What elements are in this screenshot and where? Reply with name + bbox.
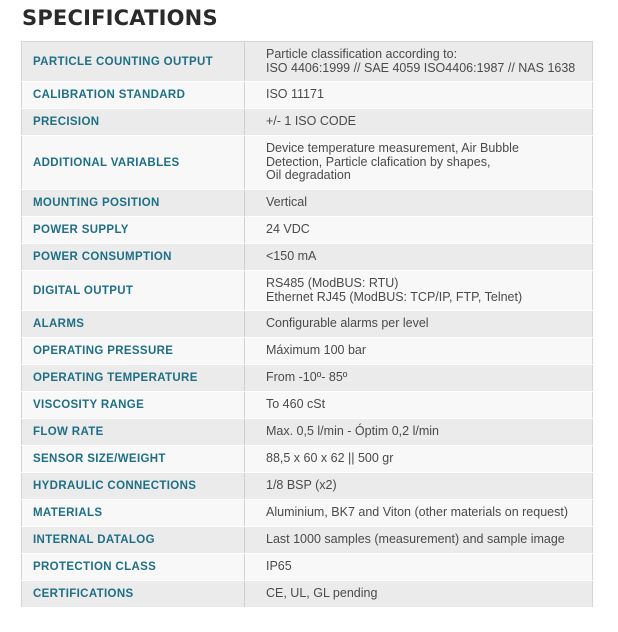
spec-label: PRECISION xyxy=(22,109,245,136)
spec-value: Device temperature measurement, Air Bubble Detection, Particle clafication by shapes, Oil degradation xyxy=(245,136,593,190)
table-row xyxy=(22,109,593,136)
spec-label: CALIBRATION STANDARD xyxy=(22,82,245,109)
table-row xyxy=(22,392,593,419)
spec-value: Configurable alarms per level xyxy=(245,311,593,338)
spec-label: INTERNAL DATALOG xyxy=(22,527,245,554)
table-row xyxy=(22,365,593,392)
spec-value: Vertical xyxy=(245,190,593,217)
spec-label: VISCOSITY RANGE xyxy=(22,392,245,419)
spec-label: ADDITIONAL VARIABLES xyxy=(22,136,245,190)
spec-label: FLOW RATE xyxy=(22,419,245,446)
spec-label: MOUNTING POSITION xyxy=(22,190,245,217)
table-row xyxy=(22,82,593,109)
table-row xyxy=(22,311,593,338)
spec-value: CE, UL, GL pending xyxy=(245,581,593,608)
spec-label: MATERIALS xyxy=(22,500,245,527)
table-row xyxy=(22,338,593,365)
spec-value: From -10º- 85º xyxy=(245,365,593,392)
spec-value: IP65 xyxy=(245,554,593,581)
spec-value: 24 VDC xyxy=(245,217,593,244)
table-row xyxy=(22,500,593,527)
spec-label: ALARMS xyxy=(22,311,245,338)
table-row xyxy=(22,136,593,190)
spec-value: Máximum 100 bar xyxy=(245,338,593,365)
table-row xyxy=(22,217,593,244)
spec-label: OPERATING TEMPERATURE xyxy=(22,365,245,392)
table-row xyxy=(22,527,593,554)
spec-value: Aluminium, BK7 and Viton (other materials on request) xyxy=(245,500,593,527)
spec-value: To 460 cSt xyxy=(245,392,593,419)
spec-value: <150 mA xyxy=(245,244,593,271)
table-row xyxy=(22,419,593,446)
spec-label: SENSOR SIZE/WEIGHT xyxy=(22,446,245,473)
spec-label: POWER CONSUMPTION xyxy=(22,244,245,271)
spec-label: HYDRAULIC CONNECTIONS xyxy=(22,473,245,500)
table-row xyxy=(22,271,593,311)
table-row xyxy=(22,190,593,217)
spec-value: +/- 1 ISO CODE xyxy=(245,109,593,136)
spec-label: PARTICLE COUNTING OUTPUT xyxy=(22,42,245,82)
spec-value: 88,5 x 60 x 62 || 500 gr xyxy=(245,446,593,473)
spec-value: ISO 11171 xyxy=(245,82,593,109)
table-row xyxy=(22,42,593,82)
table-row xyxy=(22,473,593,500)
table-row xyxy=(22,446,593,473)
spec-value: Last 1000 samples (measurement) and sample image xyxy=(245,527,593,554)
page-title: SPECIFICATIONS xyxy=(22,6,218,30)
spec-label: POWER SUPPLY xyxy=(22,217,245,244)
spec-label: OPERATING PRESSURE xyxy=(22,338,245,365)
table-row xyxy=(22,581,593,608)
spec-label: CERTIFICATIONS xyxy=(22,581,245,608)
specifications-table xyxy=(21,41,593,608)
spec-value: RS485 (ModBUS: RTU) Ethernet RJ45 (ModBUS: TCP/IP, FTP, Telnet) xyxy=(245,271,593,311)
table-row xyxy=(22,244,593,271)
table-row xyxy=(22,554,593,581)
spec-label: PROTECTION CLASS xyxy=(22,554,245,581)
spec-value: 1/8 BSP (x2) xyxy=(245,473,593,500)
spec-label: DIGITAL OUTPUT xyxy=(22,271,245,311)
spec-value: Max. 0,5 l/min - Óptim 0,2 l/min xyxy=(245,419,593,446)
spec-value: Particle classification according to: ISO 4406:1999 // SAE 4059 ISO4406:1987 // NAS 1638 xyxy=(245,42,593,82)
